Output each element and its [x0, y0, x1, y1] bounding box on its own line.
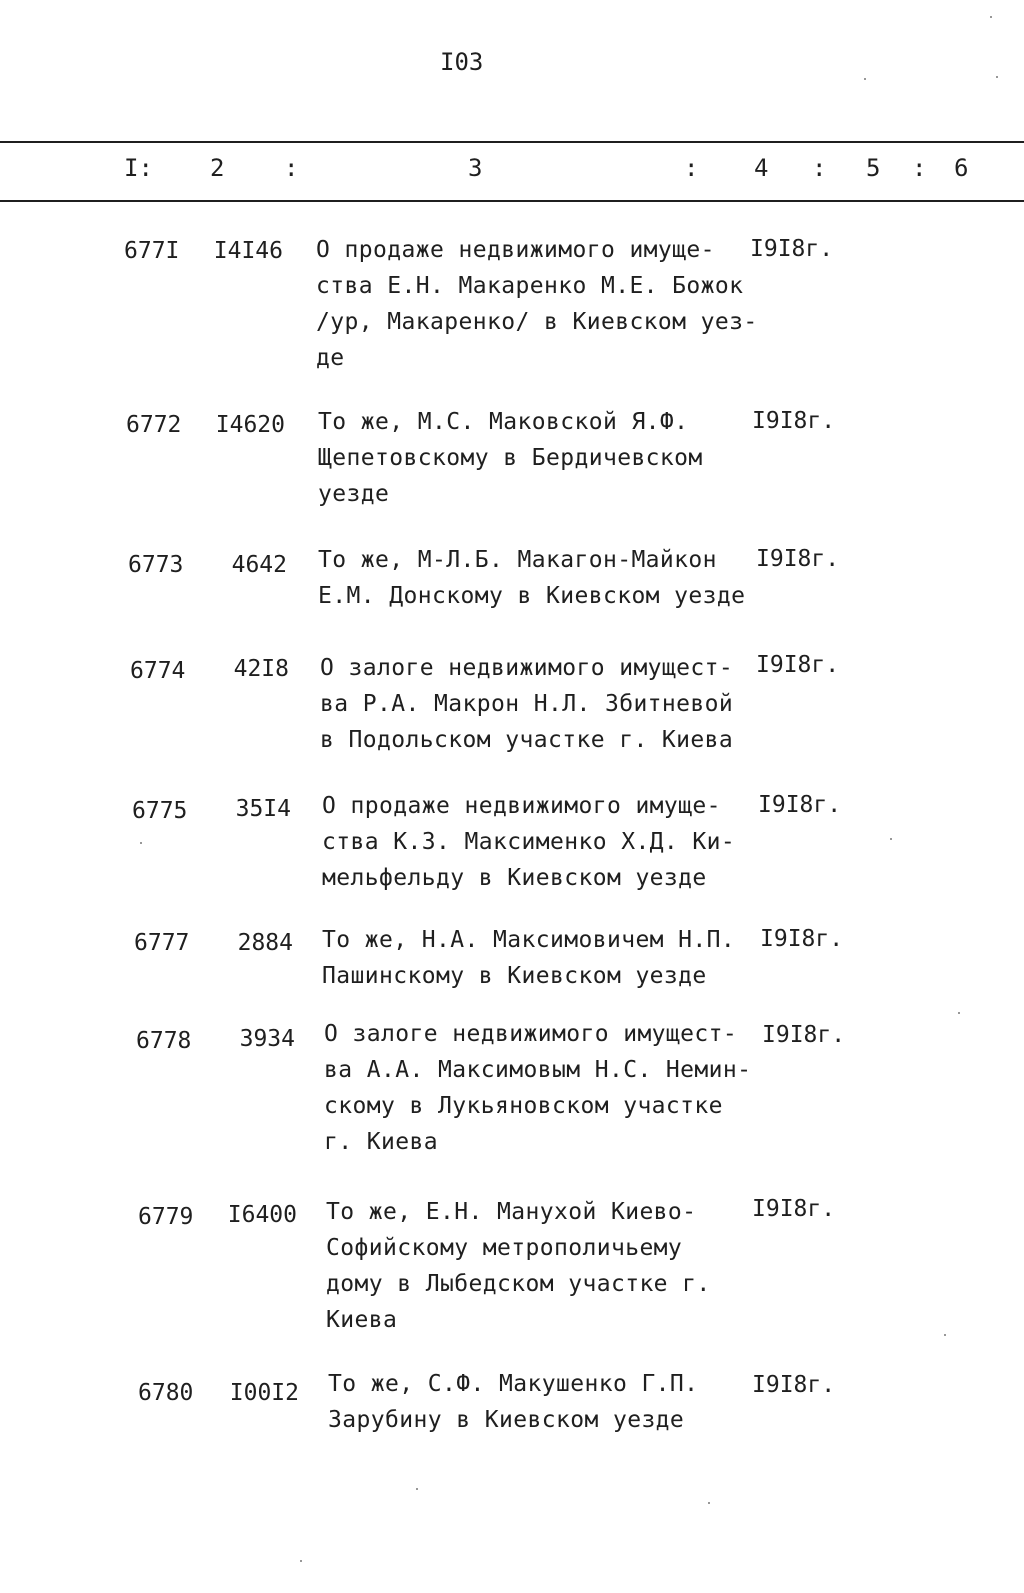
- header-col-5: 5: [866, 154, 881, 182]
- entry-description: То же, С.Ф. Макушенко Г.П. Зарубину в Киевском уезде: [328, 1371, 699, 1433]
- entry-number: 6777: [134, 930, 190, 956]
- entry-year: I9I8г.: [758, 792, 842, 818]
- entry-description: То же, М.С. Маковской Я.Ф. Щепетовскому в Бердичевском уезде: [318, 409, 703, 507]
- header-separator: :: [812, 154, 827, 182]
- entry-description: О продаже недвижимого имуще- ства К.З. Максименко Х.Д. Ки- мельфельду в Киевском уезде: [322, 793, 736, 891]
- case-number: I4I46: [213, 238, 283, 264]
- entry-description: О продаже недвижимого имуще- ства Е.Н. Макаренко М.Е. Божок /ур, Макаренко/ в Киевском уез- де: [316, 237, 758, 371]
- page-number: I03: [440, 48, 484, 76]
- scan-speck: [890, 838, 892, 840]
- header-col-6: 6: [954, 154, 969, 182]
- header-col-4: 4: [754, 154, 769, 182]
- header-col-1: I:: [124, 154, 153, 182]
- case-number: 42I8: [233, 656, 289, 682]
- case-number: I6400: [227, 1202, 297, 1228]
- entry-number: 6774: [130, 658, 186, 684]
- entry-year: I9I8г.: [762, 1022, 846, 1048]
- entry-description: О залоге недвижимого имущест- ва А.А. Максимовым Н.С. Немин- скому в Лукьяновском участке г. Киева: [324, 1021, 752, 1155]
- entry-year: I9I8г.: [756, 652, 840, 678]
- entry-description: То же, М-Л.Б. Макагон-Майкон Е.М. Донскому в Киевском уезде: [318, 547, 746, 609]
- entry-description: О залоге недвижимого имущест- ва Р.А. Макрон Н.Л. Збитневой в Подольском участке г. Киева: [320, 655, 734, 753]
- scan-speck: [996, 76, 998, 78]
- case-number: 35I4: [235, 796, 291, 822]
- scan-speck: [708, 1502, 710, 1504]
- scan-speck: [944, 1334, 946, 1336]
- entry-number: 6778: [136, 1028, 192, 1054]
- entry-number: 677I: [124, 238, 180, 264]
- entry-year: I9I8г.: [752, 408, 836, 434]
- entry-year: I9I8г.: [750, 236, 834, 262]
- scan-speck: [416, 1488, 418, 1490]
- scan-speck: [990, 16, 992, 18]
- entry-year: I9I8г.: [760, 926, 844, 952]
- scan-speck: [864, 78, 866, 80]
- scan-speck: [958, 1012, 960, 1014]
- entry-year: I9I8г.: [752, 1372, 836, 1398]
- entry-year: I9I8г.: [752, 1196, 836, 1222]
- entry-number: 6775: [132, 798, 188, 824]
- case-number: 4642: [231, 552, 287, 578]
- entry-number: 6779: [138, 1204, 194, 1230]
- entry-description: То же, Н.А. Максимовичем Н.П. Пашинскому в Киевском уезде: [322, 927, 736, 989]
- case-number: I00I2: [229, 1380, 299, 1406]
- scan-speck: [300, 1560, 302, 1562]
- case-number: 2884: [237, 930, 293, 956]
- entry-number: 6773: [128, 552, 184, 578]
- header-col-3: 3: [468, 154, 483, 182]
- entry-description: То же, Е.Н. Манухой Киево- Софийскому метрополичьему дому в Лыбедском участке г. Киева: [326, 1199, 711, 1333]
- case-number: 3934: [239, 1026, 295, 1052]
- header-separator: :: [284, 154, 299, 182]
- entry-number: 6772: [126, 412, 182, 438]
- case-number: I4620: [215, 412, 285, 438]
- header-col-2: 2: [210, 154, 225, 182]
- header-separator: :: [912, 154, 927, 182]
- header-separator: :: [684, 154, 699, 182]
- header-rule-bottom: [0, 200, 1024, 202]
- entry-number: 6780: [138, 1380, 194, 1406]
- header-rule-top: [0, 141, 1024, 143]
- scan-speck: [140, 842, 142, 844]
- entry-year: I9I8г.: [756, 546, 840, 572]
